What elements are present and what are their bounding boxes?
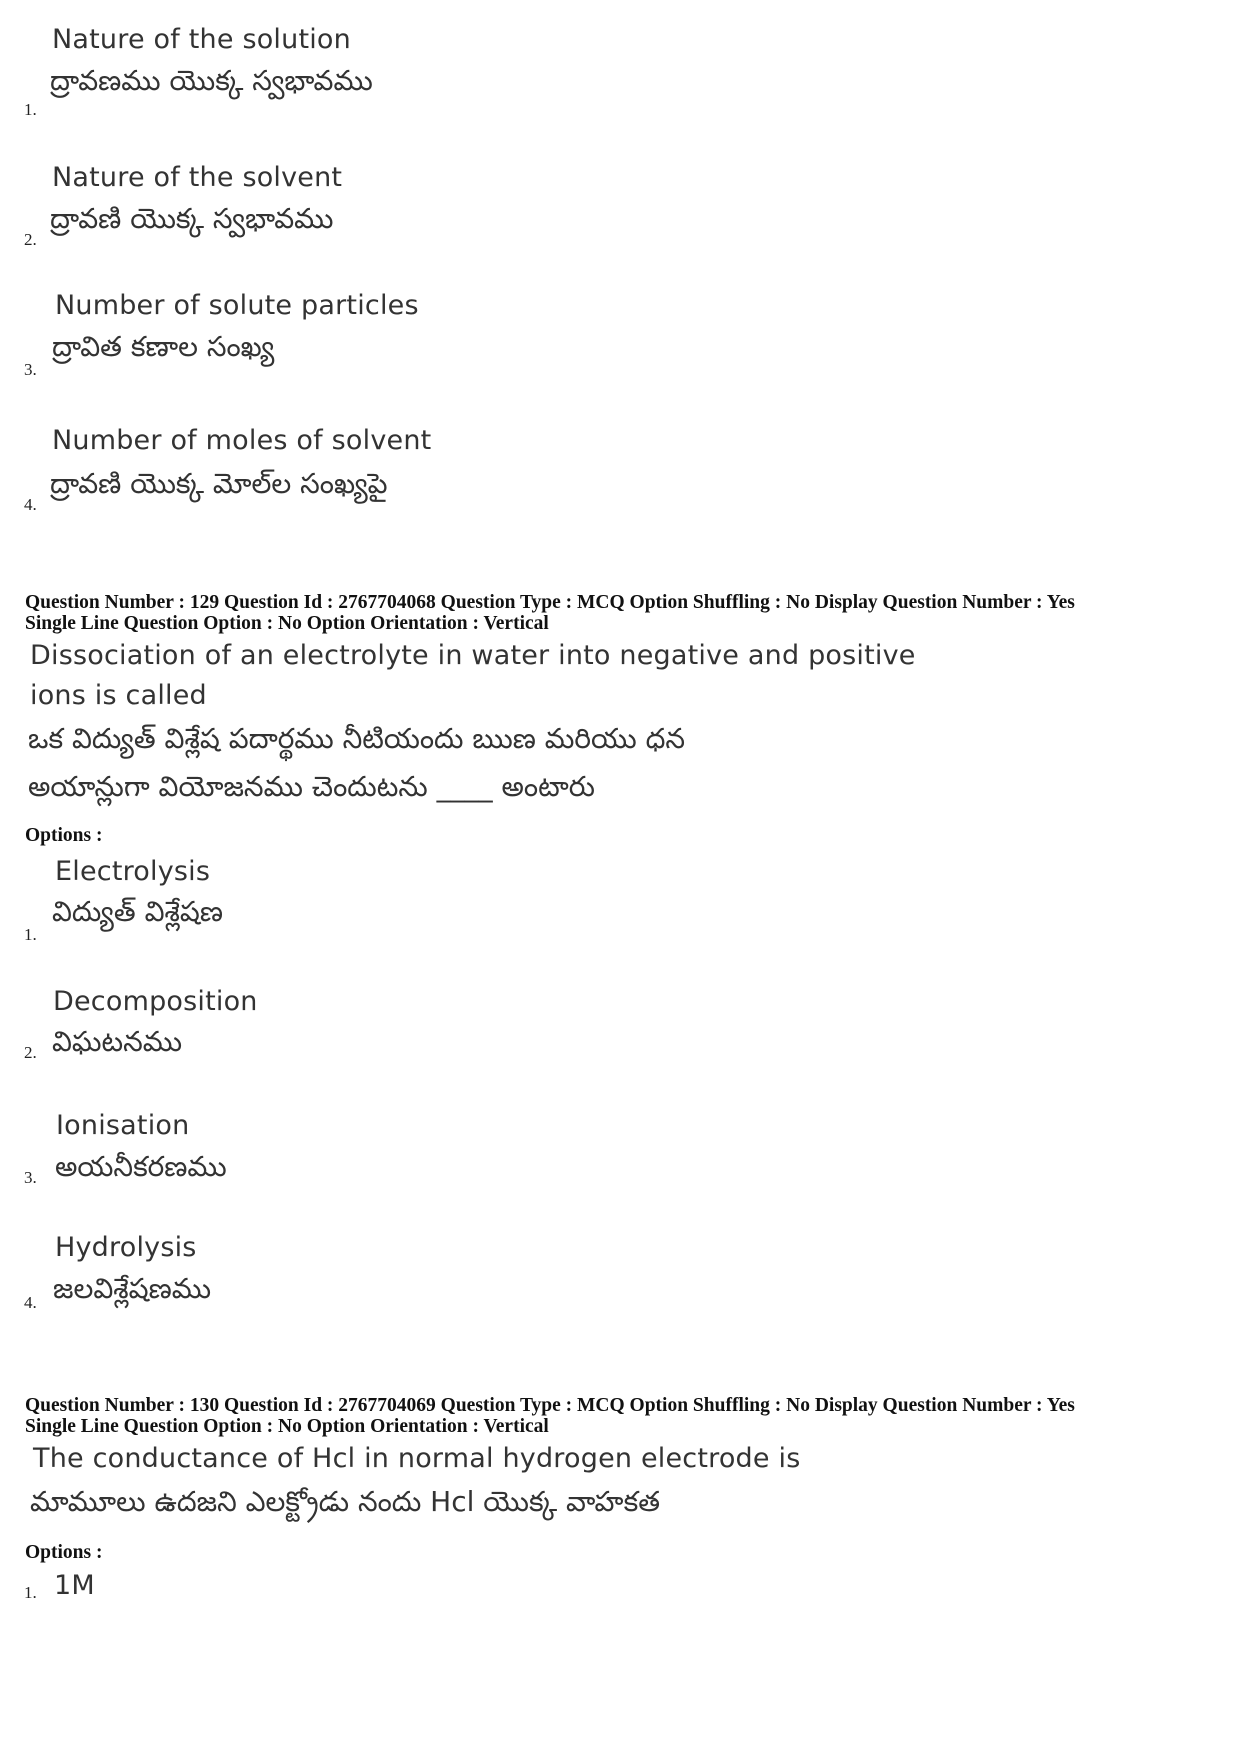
option-text-te: విద్యుత్ విశ్లేషణ — [52, 895, 223, 928]
option-text-en: Ionisation — [56, 1110, 190, 1141]
options-label: Options : — [25, 825, 103, 846]
option-text-en: Nature of the solution — [52, 24, 351, 55]
option-number: 3. — [24, 360, 37, 379]
option-text-te: ద్రావిత కణాల సంఖ్య — [52, 330, 275, 363]
question-text-te: మామూలు ఉదజని ఎలక్ట్రోడు నందు Hcl యొక్క వాహకత — [30, 1485, 661, 1518]
options-label: Options : — [25, 1542, 103, 1563]
option-text-en: Number of solute particles — [55, 290, 419, 321]
option-number: 1. — [24, 1583, 37, 1602]
option-text-en: 1M — [54, 1570, 95, 1601]
question-text-en: Dissociation of an electrolyte in water into negative and positive — [30, 640, 916, 671]
option-text-en: Nature of the solvent — [52, 162, 343, 193]
question-meta-line: Question Number : 130 Question Id : 2767704069 Question Type : MCQ Option Shuffling : No Display Question Number : Yes — [25, 1395, 1075, 1416]
option-text-en: Number of moles of solvent — [52, 425, 432, 456]
option-number: 4. — [24, 495, 37, 514]
question-text-en: ions is called — [30, 680, 207, 711]
option-number: 2. — [24, 1043, 37, 1062]
option-text-en: Hydrolysis — [55, 1232, 197, 1263]
option-number: 3. — [24, 1168, 37, 1187]
option-number: 1. — [24, 925, 37, 944]
option-text-en: Electrolysis — [55, 856, 211, 887]
question-meta-line: Single Line Question Option : No Option Orientation : Vertical — [25, 1416, 549, 1437]
question-meta-line: Question Number : 129 Question Id : 2767704068 Question Type : MCQ Option Shuffling : No Display Question Number : Yes — [25, 592, 1075, 613]
option-text-te: ద్రావణి యొక్క మోల్‌ల సంఖ్యపై — [50, 467, 388, 500]
option-text-te: అయనీకరణము — [55, 1150, 227, 1183]
option-text-te: విఘటనము — [52, 1025, 183, 1058]
option-number: 4. — [24, 1293, 37, 1312]
option-number: 2. — [24, 230, 37, 249]
option-text-te: జలవిశ్లేషణము — [53, 1272, 212, 1305]
question-meta-line: Single Line Question Option : No Option Orientation : Vertical — [25, 613, 549, 634]
option-text-te: ద్రావణము యొక్క స్వభావము — [50, 64, 373, 97]
question-text-te: అయాన్లుగా వియోజనము చెందుటను ____ అంటారు — [28, 770, 595, 803]
option-text-en: Decomposition — [53, 986, 258, 1017]
question-text-te: ఒక విద్యుత్ విశ్లేష పదార్థము నీటియందు ఋణ మరియు ధన — [28, 722, 686, 755]
question-text-en: The conductance of Hcl in normal hydrogen electrode is — [33, 1443, 801, 1474]
option-number: 1. — [24, 100, 37, 119]
option-text-te: ద్రావణి యొక్క స్వభావము — [50, 202, 334, 235]
